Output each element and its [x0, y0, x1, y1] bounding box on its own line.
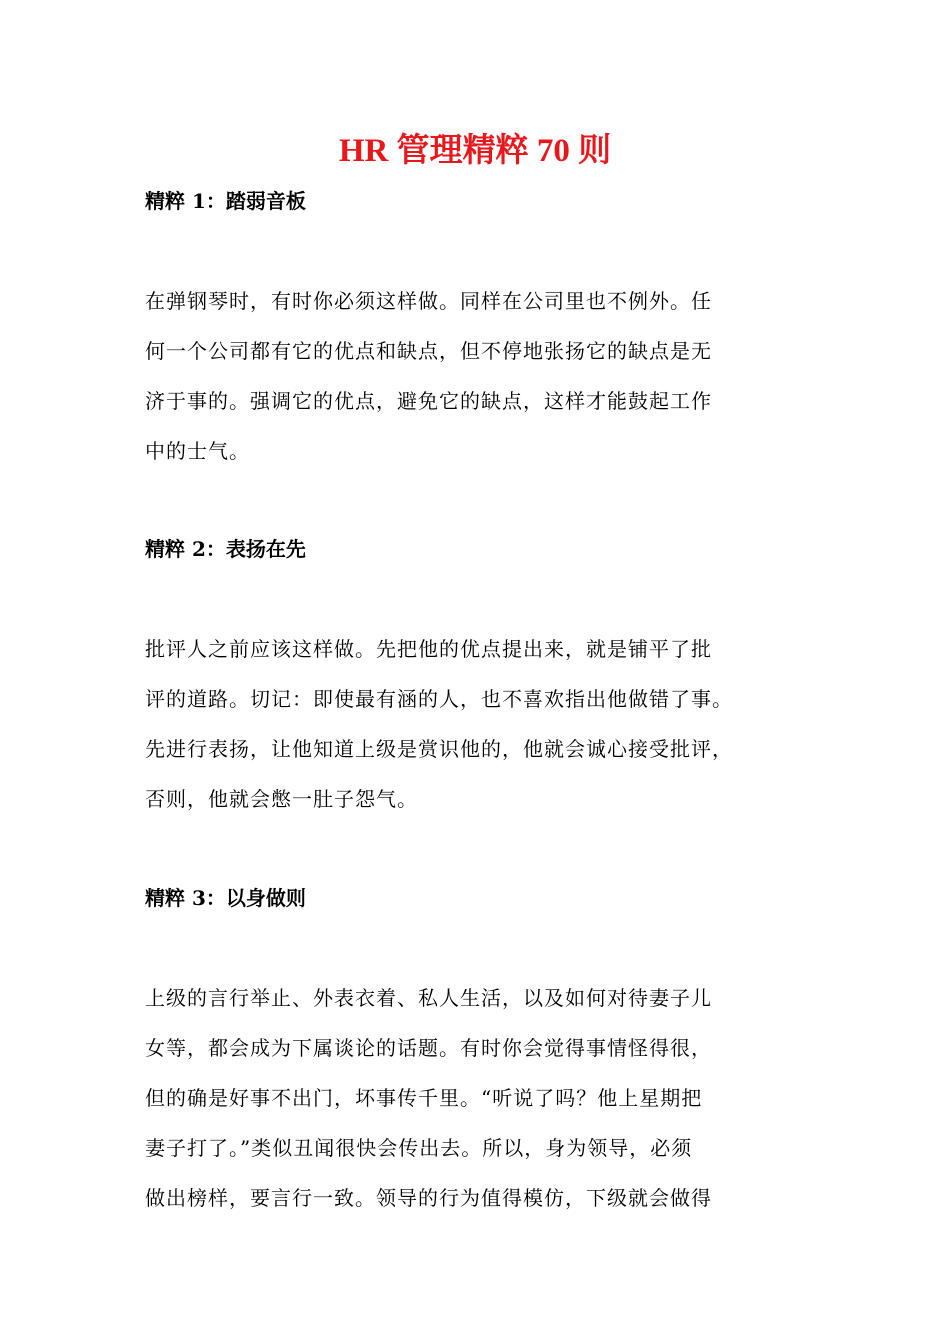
- section-body: [145, 276, 810, 476]
- text-line: 先进行表扬，让他知道上级是赏识他的，他就会诚心接受批评，: [145, 737, 733, 761]
- text-line: 评的道路。切记：即使最有涵的人，也不喜欢指出他做错了事。: [145, 687, 733, 711]
- text-line: 但的确是好事不出门，坏事传千里。“听说了吗？他上星期把: [145, 1086, 703, 1110]
- text-line: 女等，都会成为下属谈论的话题。有时你会觉得事情怪得很，: [145, 1036, 712, 1060]
- text-line: 何一个公司都有它的优点和缺点，但不停地张扬它的缺点是无: [145, 339, 712, 363]
- document-title: HR 管理精粹 70 则: [338, 133, 612, 169]
- section-heading: 精粹 2：表扬在先: [145, 537, 306, 561]
- text-line: 妻子打了。”类似丑闻很快会传出去。所以，身为领导，必须: [145, 1136, 693, 1160]
- section-3: [145, 873, 810, 1223]
- section-2: [145, 524, 810, 824]
- section-heading: 精粹 3：以身做则: [145, 886, 306, 910]
- section-1: [145, 176, 810, 476]
- section-body: [145, 973, 810, 1223]
- text-line: 济于事的。强调它的优点，避免它的缺点，这样才能鼓起工作: [145, 389, 712, 413]
- text-line: 在弹钢琴时，有时你必须这样做。同样在公司里也不例外。任: [145, 289, 712, 313]
- text-line: 批评人之前应该这样做。先把他的优点提出来，就是铺平了批: [145, 637, 712, 661]
- text-line: 上级的言行举止、外表衣着、私人生活，以及如何对待妻子儿: [145, 986, 712, 1010]
- section-heading: 精粹 1：踏弱音板: [145, 189, 306, 213]
- text-line: 做出榜样，要言行一致。领导的行为值得模仿，下级就会做得: [145, 1186, 712, 1210]
- text-line: 否则，他就会憋一肚子怨气。: [145, 787, 418, 811]
- text-line: 中的士气。: [145, 439, 250, 463]
- section-body: [145, 624, 810, 824]
